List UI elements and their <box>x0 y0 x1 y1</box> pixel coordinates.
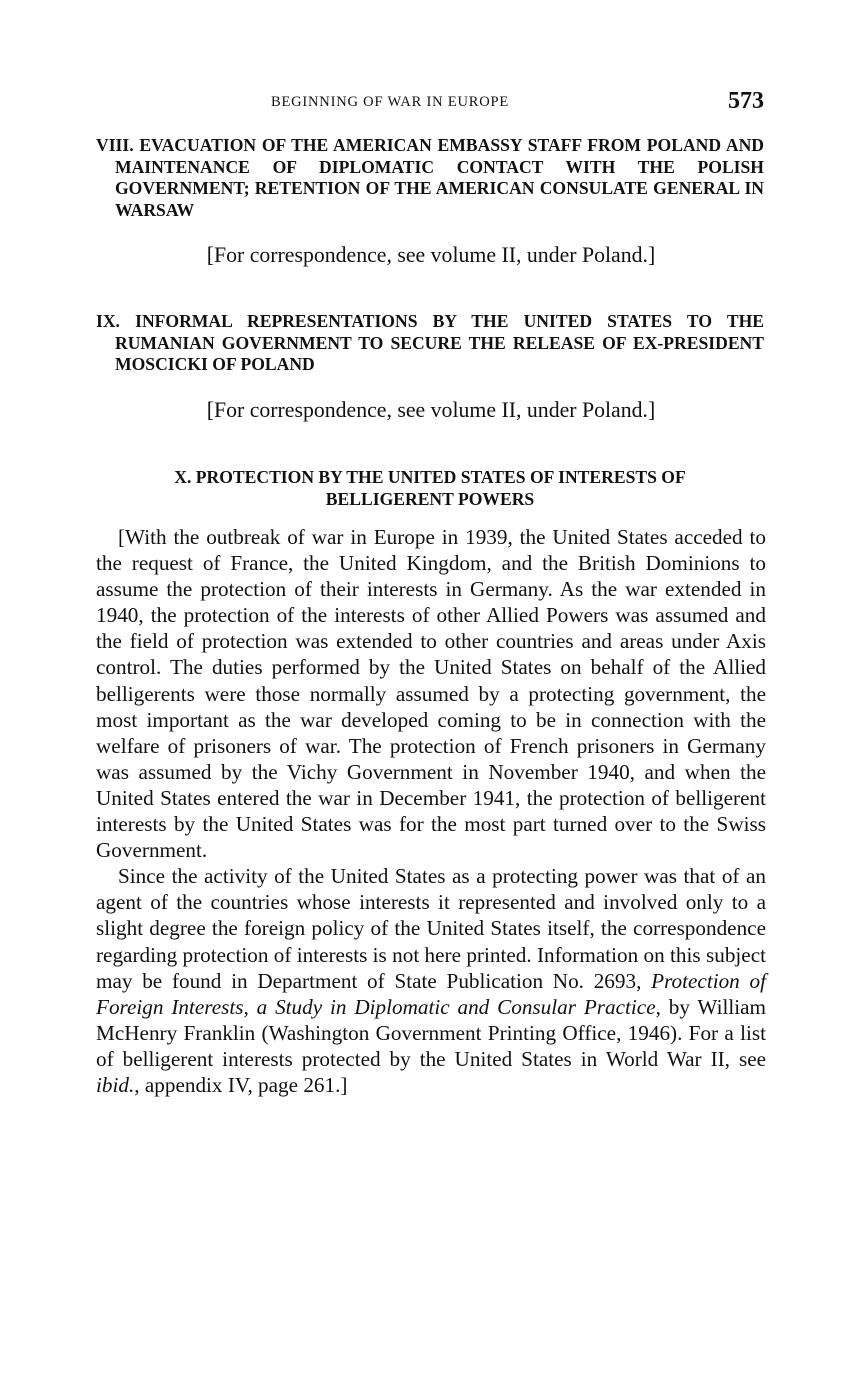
page-number: 573 <box>728 88 764 114</box>
ibid-reference: ibid. <box>96 1072 135 1097</box>
section-x-paragraph-1: [With the outbreak of war in Europe in 1939, the United States acceded to the request of France, the United Kingdom, and the British Dominions to assume the protection of their interests in Germany. As the war extended in 1940, the protection of the interests of other Allied Powers was assumed and the field of protection was extended to other countries and areas under Axis control. The duties performed by the United States on behalf of the Allied belligerents were those normally assumed by a protecting government, the most important as the war developed coming to be in connection with the welfare of prisoners of war. The protection of French prisoners in Germany was assumed by the Vichy Government in November 1940, and when the United States entered the war in December 1941, the protection of belligerent interests by the United States was for the most part turned over to the Swiss Government. <box>96 525 766 863</box>
running-title: BEGINNING OF WAR IN EUROPE <box>271 94 510 110</box>
section-viii-heading: VIII. EVACUATION OF THE AMERICAN EMBASSY STAFF FROM POLAND AND MAINTENANCE OF DIPLOMATIC CONTACT WITH THE POLISH GOVERNMENT; RETENTION OF THE AMERICAN CONSULATE GENERAL IN WARSAW <box>96 135 764 220</box>
section-x-body <box>96 524 766 1098</box>
paragraph-2-text-c: , appendix IV, page 261.] <box>134 1072 348 1097</box>
section-viii-reference: [For correspondence, see volume II, under Poland.] <box>206 243 656 267</box>
running-header <box>96 90 766 118</box>
paragraph-2-text-b: , by William McHenry Franklin (Washington Government Printing Office, 1946). For a list of belligerent interests protected by the United States in World War II, see <box>96 994 766 1071</box>
section-ix-reference: [For correspondence, see volume II, under Poland.] <box>206 398 656 422</box>
section-x-paragraph-2 <box>96 863 766 1098</box>
publication-title: Protection of Foreign Interests, a Study in Diplomatic and Consular Practice <box>96 968 766 1019</box>
section-x-heading-line2: BELLIGERENT POWERS <box>325 488 535 509</box>
paragraph-2-text-a: Since the activity of the United States as a protecting power was that of an agent of the countries whose interests it represented and involved only to a slight degree the foreign policy of the United States itself, the correspondence regarding protection of interests is not here printed. Information on this subject may be found in Department of State Publication No. 2693, <box>96 864 766 993</box>
section-x-heading <box>100 467 760 510</box>
section-x-heading-line1: X. PROTECTION BY THE UNITED STATES OF INTERESTS OF <box>174 467 686 487</box>
section-ix-heading: IX. INFORMAL REPRESENTATIONS BY THE UNITED STATES TO THE RUMANIAN GOVERNMENT TO SECURE THE RELEASE OF EX-PRESIDENT MOSCICKI OF POLAND <box>96 311 764 374</box>
